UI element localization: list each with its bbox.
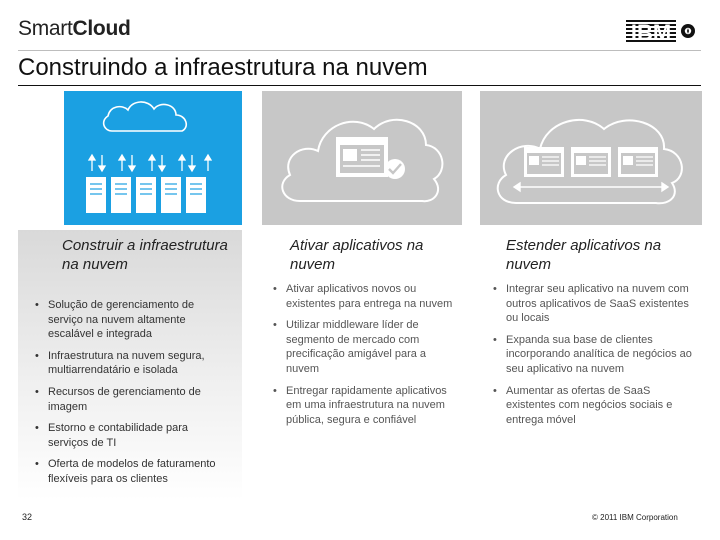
list-item: • Expanda sua base de clientes incorporando analítica de negócios ao seu aplicativo na nuvem — [492, 333, 697, 377]
cloud-application-check-icon — [262, 91, 462, 225]
smartcloud-logo — [18, 17, 131, 41]
tile-extend-applications — [480, 91, 702, 225]
column-two-heading: Ativar aplicativos na nuvem — [290, 237, 424, 273]
ibm-logo — [626, 16, 698, 44]
column-three-bullets — [492, 282, 697, 434]
brand-bold: Cloud — [72, 17, 131, 40]
tile-build-infrastructure — [64, 91, 242, 225]
list-item: • Aumentar as ofertas de SaaS existentes com negócios sociais e entrega móvel — [492, 384, 697, 428]
ibm-logo-text: IBM — [630, 20, 672, 44]
list-item: • Estorno e contabilidade para serviços de TI — [34, 421, 224, 450]
header-divider — [18, 50, 701, 51]
title-divider — [18, 85, 701, 86]
cloud-multiple-applications-icon — [480, 91, 702, 225]
list-item: • Solução de gerenciamento de serviço na nuvem altamente escalável e integrada — [34, 298, 224, 342]
brand-light: Smart — [18, 17, 73, 40]
column-one-heading: Construir a infraestrutura na nuvem — [62, 237, 228, 273]
list-item: • Utilizar middleware líder de segmento de mercado com precificação amigável para a nuvem — [272, 318, 462, 376]
list-item: • Recursos de gerenciamento de imagem — [34, 385, 224, 414]
column-one-bullets — [34, 298, 224, 494]
page-title: Construindo a infraestrutura na nuvem — [18, 54, 428, 81]
page-number: 32 — [22, 512, 33, 522]
tile-enable-applications — [262, 91, 462, 225]
cloud-servers-icon — [64, 91, 242, 225]
list-item: • Ativar aplicativos novos ou existentes para entrega na nuvem — [272, 282, 462, 311]
column-three-heading: Estender aplicativos na nuvem — [506, 237, 662, 273]
list-item: • Entregar rapidamente aplicativos em uma infraestrutura na nuvem pública, segura e confiável — [272, 384, 462, 428]
sunburst-icon — [681, 24, 695, 38]
list-item: • Infraestrutura na nuvem segura, multiarrendatário e isolada — [34, 349, 224, 378]
column-two-bullets — [272, 282, 462, 434]
list-item: • Oferta de modelos de faturamento flexíveis para os clientes — [34, 457, 224, 486]
copyright: © 2011 IBM Corporation — [592, 513, 678, 522]
list-item: • Integrar seu aplicativo na nuvem com outros aplicativos de SaaS existentes ou locais — [492, 282, 697, 326]
